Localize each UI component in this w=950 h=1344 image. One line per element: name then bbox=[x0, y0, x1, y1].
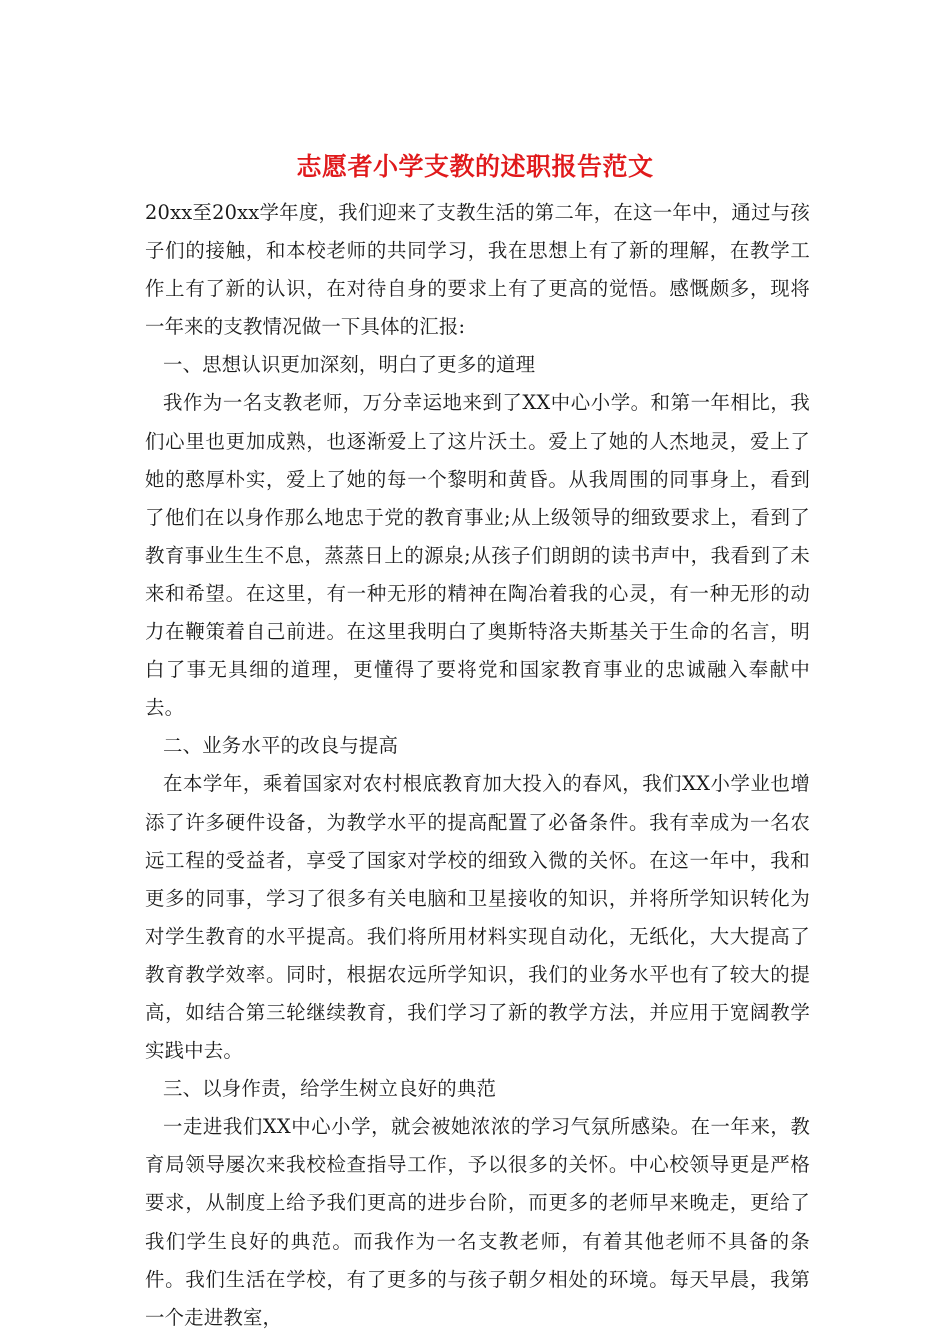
section-body-1: 我作为一名支教老师，万分幸运地来到了XX中心小学。和第一年相比，我们心里也更加成熟，也逐渐爱上了这片沃土。爱上了她的人杰地灵，爱上了她的憨厚朴实，爱上了她的每一个黎明和黄昏。从我周围的同事身上，看到了他们在以身作那么地忠于党的教育事业;从上级领导的细致要求上，看到了教育事业生生不息，蒸蒸日上的源泉;从孩子们朗朗的读书声中，我看到了未来和希望。在这里，有一种无形的精神在陶冶着我的心灵，有一种无形的动力在鞭策着自己前进。在这里我明白了奥斯特洛夫斯基关于生命的名言，明白了事无具细的道理，更懂得了要将党和国家教育事业的忠诚融入奉献中去。 bbox=[145, 391, 810, 720]
section-heading-3: 三、以身作责，给学生树立良好的典范 bbox=[163, 1077, 497, 1101]
intro-paragraph: 20xx至20xx学年度，我们迎来了支教生活的第二年，在这一年中，通过与孩子们的接触，和本校老师的共同学习，我在思想上有了新的理解，在教学工作上有了新的认识，在对待自身的要求上有了更高的觉悟。感慨颇多，现将一年来的支教情况做一下具体的汇报: bbox=[145, 201, 810, 339]
section-heading-2: 二、业务水平的改良与提高 bbox=[163, 734, 399, 758]
section-body-3: 一走进我们XX中心小学，就会被她浓浓的学习气氛所感染。在一年来，教育局领导屡次来我校检查指导工作，予以很多的关怀。中心校领导更是严格要求，从制度上给予我们更高的进步台阶，而更多的老师早来晚走，更给了我们学生良好的典范。而我作为一名支教老师，有着其他老师不具备的条件。我们生活在学校，有了更多的与孩子朝夕相处的环境。每天早晨，我第一个走进教室， bbox=[145, 1115, 810, 1329]
document-body bbox=[145, 194, 810, 1337]
section-heading-1: 一、思想认识更加深刻，明白了更多的道理 bbox=[163, 353, 536, 377]
section-body-2: 在本学年，乘着国家对农村根底教育加大投入的春风，我们XX小学业也增添了许多硬件设备，为教学水平的提高配置了必备条件。我有幸成为一名农远工程的受益者，享受了国家对学校的细致入微的关怀。在这一年中，我和更多的同事，学习了很多有关电脑和卫星接收的知识，并将所学知识转化为对学生教育的水平提高。我们将所用材料实现自动化，无纸化，大大提高了教育教学效率。同时，根据农远所学知识，我们的业务水平也有了较大的提高，如结合第三轮继续教育，我们学习了新的教学方法，并应用于宽阔教学实践中去。 bbox=[145, 772, 810, 1063]
document-title: 志愿者小学支教的述职报告范文 bbox=[296, 152, 654, 181]
